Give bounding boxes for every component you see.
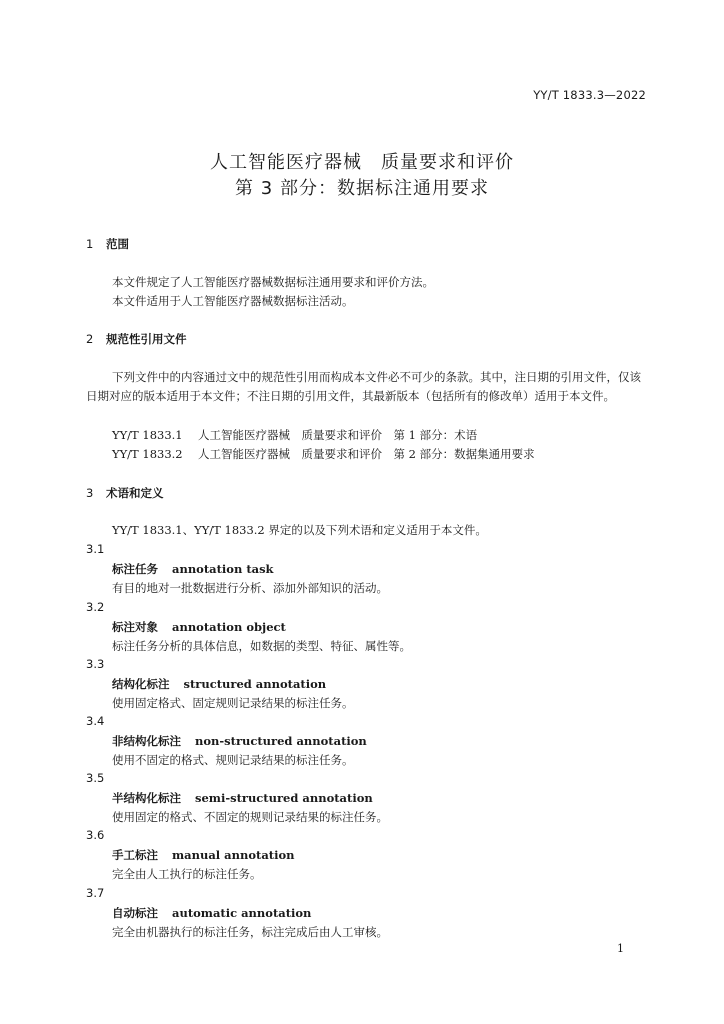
term-definition: 有目的地对一批数据进行分析、添加外部知识的活动。: [112, 581, 388, 595]
reference-item: [112, 426, 477, 445]
term-zh: 标注任务: [112, 562, 158, 576]
term-number: 3.1: [86, 542, 105, 556]
term-en: automatic annotation: [172, 906, 312, 920]
term-zh: 非结构化标注: [112, 734, 181, 748]
term-number: 3.6: [86, 828, 105, 842]
section-heading-terms: [86, 485, 164, 501]
term-definition: 完全由机器执行的标注任务，标注完成后由人工审核。: [112, 925, 388, 939]
term-number: 3.7: [86, 886, 105, 900]
term-heading: [112, 733, 367, 749]
term-heading: [112, 905, 311, 921]
term-zh: 手工标注: [112, 848, 158, 862]
scope-paragraph-2: 本文件适用于人工智能医疗器械数据标注活动。: [112, 294, 354, 308]
section-title: 术语和定义: [106, 486, 164, 500]
term-number: 3.2: [86, 600, 105, 614]
section-number: 3: [86, 486, 94, 500]
term-heading: [112, 847, 295, 863]
document-title: 人工智能医疗器械 质量要求和评价: [210, 152, 514, 173]
section-number: 2: [86, 332, 94, 346]
term-number: 3.4: [86, 714, 105, 728]
reference-title: 人工智能医疗器械 质量要求和评价 第 2 部分：数据集通用要求: [198, 447, 535, 461]
reference-title: 人工智能医疗器械 质量要求和评价 第 1 部分：术语: [198, 428, 478, 442]
section-title: 范围: [106, 237, 129, 251]
document-subtitle: 第 3 部分：数据标注通用要求: [235, 178, 489, 199]
term-zh: 标注对象: [112, 620, 158, 634]
term-en: annotation object: [172, 620, 286, 634]
term-definition: 使用固定的格式、不固定的规则记录结果的标注任务。: [112, 810, 388, 824]
reference-code: YY/T 1833.1: [112, 428, 183, 442]
term-definition: 标注任务分析的具体信息，如数据的类型、特征、属性等。: [112, 639, 411, 653]
term-definition: 完全由人工执行的标注任务。: [112, 867, 262, 881]
term-en: annotation task: [172, 562, 274, 576]
section-title: 规范性引用文件: [106, 332, 187, 346]
term-number: 3.5: [86, 771, 105, 785]
section-number: 1: [86, 237, 94, 251]
term-number: 3.3: [86, 657, 105, 671]
term-en: semi-structured annotation: [195, 791, 373, 805]
term-heading: [112, 561, 274, 577]
term-zh: 结构化标注: [112, 677, 170, 691]
term-en: structured annotation: [183, 677, 327, 691]
term-heading: [112, 676, 326, 692]
term-zh: 自动标注: [112, 906, 158, 920]
scope-paragraph-1: 本文件规定了人工智能医疗器械数据标注通用要求和评价方法。: [112, 275, 434, 289]
term-definition: 使用固定格式、固定规则记录结果的标注任务。: [112, 696, 354, 710]
reference-code: YY/T 1833.2: [112, 447, 183, 461]
term-en: manual annotation: [172, 848, 295, 862]
term-definition: 使用不固定的格式、规则记录结果的标注任务。: [112, 753, 354, 767]
standard-code: YY/T 1833.3—2022: [533, 88, 646, 102]
term-heading: [112, 619, 286, 635]
reference-item: [112, 445, 535, 464]
term-zh: 半结构化标注: [112, 791, 181, 805]
section-heading-normative-references: [86, 331, 187, 347]
terms-intro-paragraph: YY/T 1833.1、YY/T 1833.2 界定的以及下列术语和定义适用于本文件。: [112, 523, 487, 537]
section-heading-scope: [86, 236, 129, 252]
term-en: non-structured annotation: [195, 734, 367, 748]
term-heading: [112, 790, 373, 806]
normative-intro-paragraph: 下列文件中的内容通过文中的规范性引用而构成本文件必不可少的条款。其中，注日期的引用文件，仅该日期对应的版本适用于本文件；不注日期的引用文件，其最新版本（包括所有的修改单）适用于本文件。: [86, 370, 641, 403]
page-number: 1: [617, 942, 624, 955]
